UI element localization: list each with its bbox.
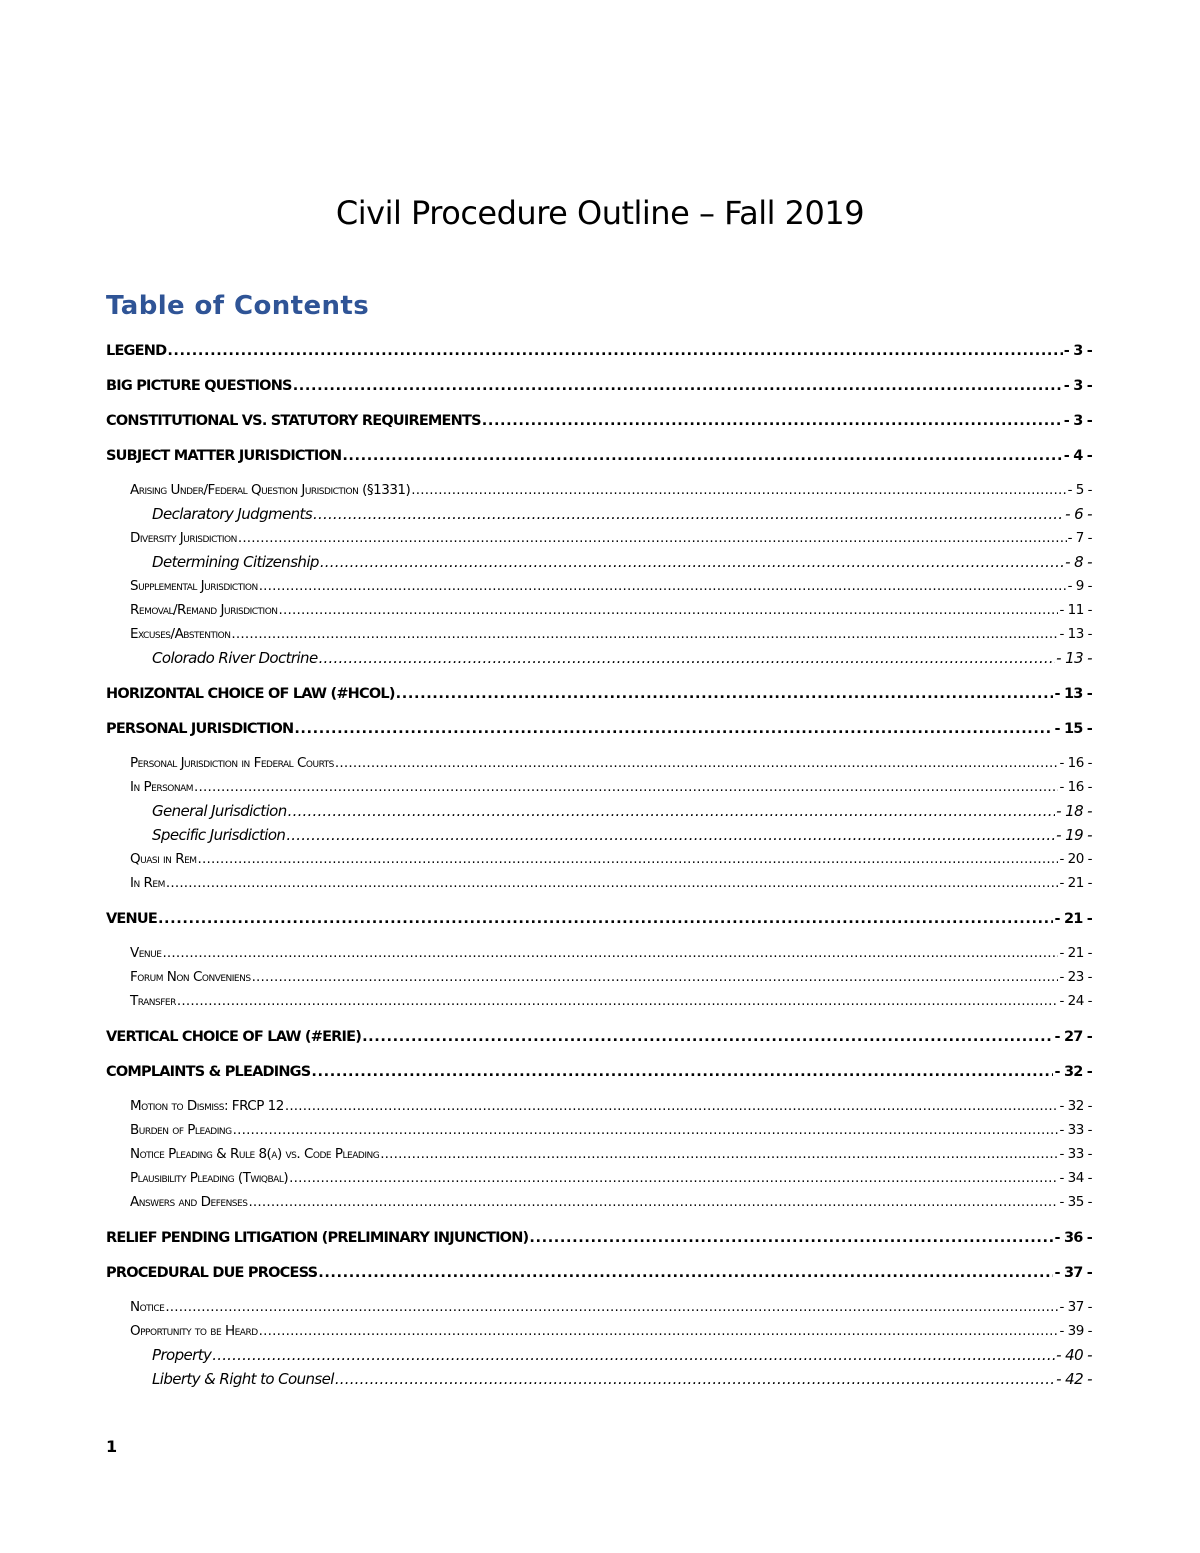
toc-dot-leader: [166, 871, 1059, 895]
toc-entry-level-2[interactable]: [106, 574, 1092, 598]
toc-dot-leader: [289, 1166, 1058, 1190]
toc-entry-page: - 4 -: [1063, 448, 1092, 464]
toc-entry-page: - 32 -: [1059, 1098, 1092, 1114]
toc-dot-leader: [482, 410, 1063, 432]
page-number: 1: [106, 1437, 118, 1456]
toc-entry-level-3[interactable]: [106, 823, 1092, 847]
toc-entry-page: - 34 -: [1059, 1170, 1092, 1186]
toc-entry-level-1[interactable]: [106, 410, 1092, 432]
toc-entry-title: Property: [152, 1346, 212, 1364]
toc-entry-level-1[interactable]: [106, 1227, 1092, 1249]
toc-entry-level-2[interactable]: [106, 775, 1092, 799]
toc-dot-leader: [259, 1319, 1059, 1343]
toc-entry-level-2[interactable]: [106, 989, 1092, 1013]
toc-dot-leader: [259, 574, 1067, 598]
toc-entry-title: Diversity Jurisdiction: [130, 530, 237, 546]
toc-entry-level-2[interactable]: [106, 1295, 1092, 1319]
toc-entry-page: - 40 -: [1056, 1346, 1092, 1364]
toc-entry-title: Notice Pleading & Rule 8(a) vs. Code Pleading: [130, 1146, 380, 1162]
toc-dot-leader: [165, 1295, 1058, 1319]
toc-entry-title: Opportunity to be Heard: [130, 1323, 258, 1339]
toc-dot-leader: [311, 1061, 1053, 1083]
toc-entry-page: - 37 -: [1054, 1265, 1092, 1281]
toc-entry-page: - 7 -: [1067, 530, 1092, 546]
toc-entry-title: PERSONAL JURISDICTION: [106, 721, 294, 737]
toc-dot-leader: [380, 1142, 1058, 1166]
toc-entry-page: - 21 -: [1059, 875, 1092, 891]
toc-dot-leader: [231, 622, 1058, 646]
toc-entry-level-2[interactable]: [106, 526, 1092, 550]
toc-entry-title: Removal/Remand Jurisdiction: [130, 602, 278, 618]
table-of-contents-heading: Table of Contents: [106, 291, 370, 321]
table-of-contents: [106, 340, 1092, 1391]
toc-entry-title: Specific Jurisdiction: [152, 826, 286, 844]
toc-entry-title: Arising Under/Federal Question Jurisdiction (§1331): [130, 482, 411, 498]
toc-entry-page: - 18 -: [1056, 802, 1092, 820]
toc-entry-level-1[interactable]: [106, 375, 1092, 397]
toc-dot-leader: [293, 375, 1063, 397]
toc-entry-page: - 33 -: [1059, 1122, 1092, 1138]
toc-entry-title: Plausibility Pleading (Twiqbal): [130, 1170, 289, 1186]
toc-entry-page: - 13 -: [1059, 626, 1092, 642]
toc-entry-level-2[interactable]: [106, 871, 1092, 895]
toc-entry-title: Notice: [130, 1299, 165, 1315]
document-title: Civil Procedure Outline – Fall 2019: [335, 194, 865, 232]
toc-entry-page: - 37 -: [1059, 1299, 1092, 1315]
toc-dot-leader: [212, 1343, 1055, 1367]
toc-entry-title: Colorado River Doctrine: [152, 649, 318, 667]
toc-entry-level-2[interactable]: [106, 1118, 1092, 1142]
toc-dot-leader: [194, 775, 1058, 799]
toc-entry-title: RELIEF PENDING LITIGATION (PRELIMINARY INJUNCTION): [106, 1230, 529, 1246]
toc-dot-leader: [320, 550, 1064, 574]
toc-entry-level-1[interactable]: [106, 683, 1092, 705]
toc-entry-title: Personal Jurisdiction in Federal Courts: [130, 755, 334, 771]
toc-dot-leader: [313, 502, 1064, 526]
toc-dot-leader: [318, 1262, 1053, 1284]
toc-entry-level-2[interactable]: [106, 622, 1092, 646]
toc-entry-title: Motion to Dismiss: FRCP 12: [130, 1098, 284, 1114]
toc-entry-level-2[interactable]: [106, 478, 1092, 502]
toc-entry-level-1[interactable]: [106, 908, 1092, 930]
toc-entry-title: CONSTITUTIONAL VS. STATUTORY REQUIREMENTS: [106, 413, 481, 429]
toc-entry-level-2[interactable]: [106, 1166, 1092, 1190]
toc-entry-title: PROCEDURAL DUE PROCESS: [106, 1265, 318, 1281]
toc-entry-title: Determining Citizenship: [152, 553, 319, 571]
toc-entry-page: - 39 -: [1059, 1323, 1092, 1339]
toc-entry-title: COMPLAINTS & PLEADINGS: [106, 1064, 311, 1080]
toc-dot-leader: [162, 941, 1058, 965]
toc-entry-title: Declaratory Judgments: [152, 505, 313, 523]
toc-entry-title: Burden of Pleading: [130, 1122, 232, 1138]
toc-entry-title: Forum Non Conveniens: [130, 969, 251, 985]
toc-entry-level-3[interactable]: [106, 799, 1092, 823]
toc-entry-level-1[interactable]: [106, 1262, 1092, 1284]
toc-dot-leader: [158, 908, 1054, 930]
toc-dot-leader: [233, 1118, 1059, 1142]
toc-dot-leader: [396, 683, 1054, 705]
toc-dot-leader: [167, 340, 1062, 362]
toc-entry-level-1[interactable]: [106, 340, 1092, 362]
toc-entry-title: VENUE: [106, 911, 157, 927]
toc-entry-level-2[interactable]: [106, 847, 1092, 871]
toc-entry-level-2[interactable]: [106, 1190, 1092, 1214]
toc-entry-level-1[interactable]: [106, 445, 1092, 467]
toc-entry-title: General Jurisdiction: [152, 802, 287, 820]
toc-entry-page: - 32 -: [1054, 1064, 1092, 1080]
toc-entry-title: Excuses/Abstention: [130, 626, 231, 642]
toc-entry-level-3[interactable]: [106, 1343, 1092, 1367]
toc-entry-page: - 13 -: [1054, 686, 1092, 702]
toc-dot-leader: [248, 1190, 1058, 1214]
toc-entry-level-2[interactable]: [106, 751, 1092, 775]
toc-entry-level-3[interactable]: [106, 646, 1092, 670]
toc-entry-level-2[interactable]: [106, 965, 1092, 989]
toc-entry-title: Quasi in Rem: [130, 851, 197, 867]
toc-entry-title: SUBJECT MATTER JURISDICTION: [106, 448, 342, 464]
toc-entry-page: - 3 -: [1063, 343, 1092, 359]
toc-dot-leader: [252, 965, 1059, 989]
toc-entry-page: - 15 -: [1054, 721, 1092, 737]
toc-entry-level-3[interactable]: [106, 550, 1092, 574]
toc-dot-leader: [335, 751, 1059, 775]
toc-entry-title: In Rem: [130, 875, 165, 891]
toc-dot-leader: [319, 646, 1056, 670]
toc-entry-page: - 42 -: [1056, 1370, 1092, 1388]
toc-entry-page: - 11 -: [1059, 602, 1092, 618]
toc-entry-page: - 35 -: [1059, 1194, 1092, 1210]
toc-dot-leader: [238, 526, 1067, 550]
toc-entry-level-1[interactable]: [106, 1061, 1092, 1083]
toc-entry-title: HORIZONTAL CHOICE OF LAW (#HCOL): [106, 686, 395, 702]
toc-entry-level-2[interactable]: [106, 1142, 1092, 1166]
toc-entry-page: - 23 -: [1059, 969, 1092, 985]
toc-entry-page: - 16 -: [1059, 755, 1092, 771]
toc-entry-page: - 21 -: [1059, 945, 1092, 961]
toc-entry-level-1[interactable]: [106, 1026, 1092, 1048]
toc-dot-leader: [362, 1026, 1053, 1048]
toc-dot-leader: [198, 847, 1059, 871]
toc-entry-level-2[interactable]: [106, 598, 1092, 622]
toc-dot-leader: [288, 799, 1056, 823]
toc-dot-leader: [294, 718, 1053, 740]
toc-entry-page: - 13 -: [1056, 649, 1092, 667]
toc-dot-leader: [342, 445, 1062, 467]
toc-entry-title: Supplemental Jurisdiction: [130, 578, 258, 594]
toc-entry-level-2[interactable]: [106, 1094, 1092, 1118]
toc-entry-page: - 6 -: [1065, 505, 1092, 523]
toc-entry-page: - 27 -: [1054, 1029, 1092, 1045]
toc-entry-page: - 24 -: [1059, 993, 1092, 1009]
toc-entry-page: - 19 -: [1056, 826, 1092, 844]
toc-dot-leader: [177, 989, 1059, 1013]
toc-entry-title: Transfer: [130, 993, 176, 1009]
toc-entry-level-3[interactable]: [106, 1367, 1092, 1391]
toc-entry-level-1[interactable]: [106, 718, 1092, 740]
toc-entry-page: - 8 -: [1065, 553, 1092, 571]
toc-entry-title: BIG PICTURE QUESTIONS: [106, 378, 292, 394]
toc-entry-title: Venue: [130, 945, 162, 961]
toc-entry-title: Liberty & Right to Counsel: [152, 1370, 334, 1388]
toc-entry-page: - 3 -: [1063, 378, 1092, 394]
toc-entry-title: In Personam: [130, 779, 194, 795]
toc-dot-leader: [285, 1094, 1059, 1118]
toc-entry-title: VERTICAL CHOICE OF LAW (#ERIE): [106, 1029, 362, 1045]
toc-entry-title: Answers and Defenses: [130, 1194, 248, 1210]
toc-dot-leader: [279, 598, 1059, 622]
toc-dot-leader: [286, 823, 1055, 847]
toc-entry-page: - 3 -: [1063, 413, 1092, 429]
toc-entry-page: - 21 -: [1054, 911, 1092, 927]
toc-dot-leader: [335, 1367, 1055, 1391]
toc-dot-leader: [411, 478, 1066, 502]
toc-entry-page: - 33 -: [1059, 1146, 1092, 1162]
toc-entry-title: LEGEND: [106, 343, 167, 359]
toc-entry-level-2[interactable]: [106, 1319, 1092, 1343]
toc-entry-page: - 16 -: [1059, 779, 1092, 795]
toc-entry-page: - 9 -: [1067, 578, 1092, 594]
toc-entry-page: - 36 -: [1054, 1230, 1092, 1246]
toc-dot-leader: [529, 1227, 1053, 1249]
toc-entry-page: - 20 -: [1059, 851, 1092, 867]
toc-entry-level-2[interactable]: [106, 941, 1092, 965]
toc-entry-page: - 5 -: [1067, 482, 1092, 498]
toc-entry-level-3[interactable]: [106, 502, 1092, 526]
